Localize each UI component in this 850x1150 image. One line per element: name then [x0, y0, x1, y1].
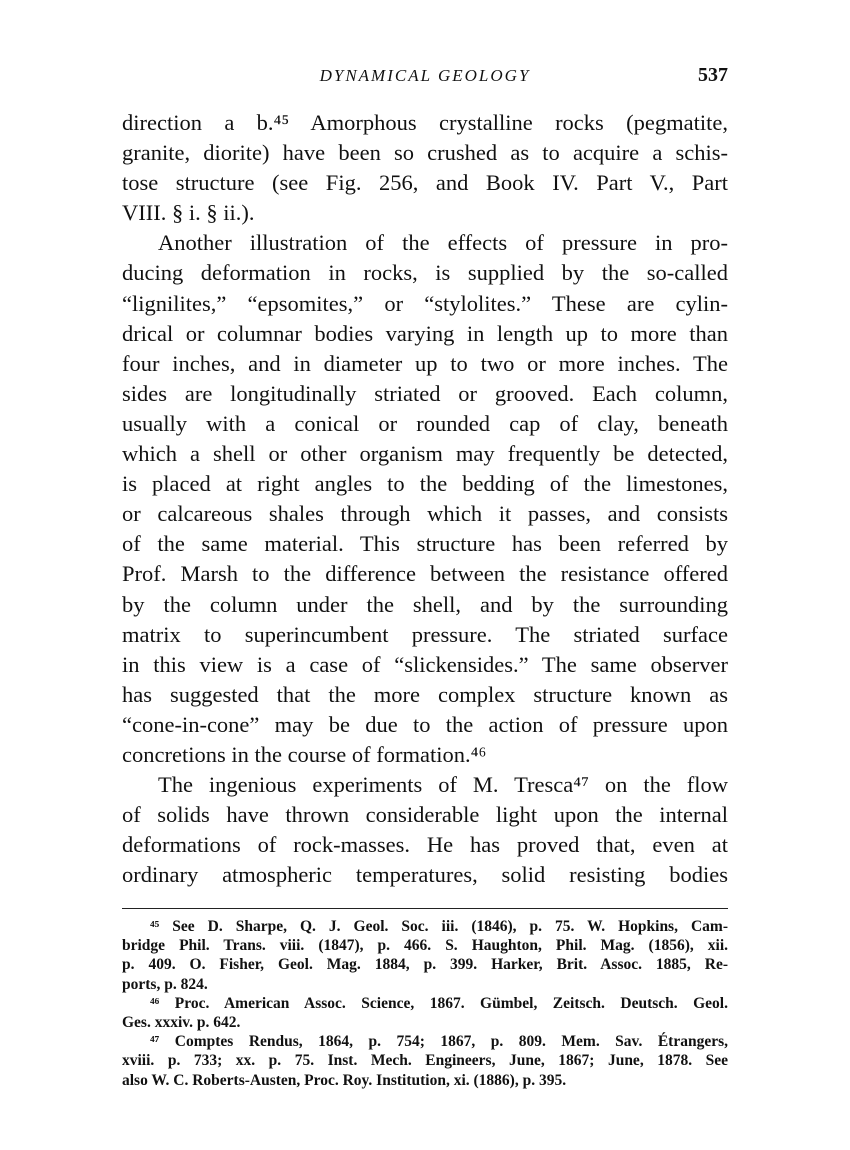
text-line: Another illustration of the effects of pressure in pro- [158, 230, 728, 256]
text-line: or calcareous shales through which it passes, and consists [122, 501, 728, 527]
text-line: of solids have thrown considerable light upon the internal [122, 802, 728, 828]
text-line: sides are longitudinally striated or grooved. Each column, [122, 380, 728, 406]
text-line: “lignilites,” “epsomites,” or “stylolites.” These are cylin- [122, 290, 728, 316]
text-line: tose structure (see Fig. 256, and Book IV. Part V., Part [122, 170, 728, 196]
body-text [122, 108, 728, 890]
text-line: direction a b.⁴⁵ Amorphous crystalline rocks (pegmatite, [122, 110, 728, 135]
text-line: of the same material. This structure has been referred by [122, 531, 728, 557]
text-line: The ingenious experiments of M. Tresca⁴⁷ on the flow [158, 772, 728, 798]
text-line: “cone-in-cone” may be due to the action of pressure upon [122, 711, 728, 737]
text-line: granite, diorite) have been so crushed as to acquire a schis- [122, 140, 728, 166]
footnote-line: ⁴⁵ See D. Sharpe, Q. J. Geol. Soc. iii. (1846), p. 75. W. Hopkins, Cam- [150, 918, 728, 935]
footnote-line: p. 409. O. Fisher, Geol. Mag. 1884, p. 399. Harker, Brit. Assoc. 1885, Re- [122, 956, 728, 974]
text-line: VIII. § i. § ii.). [122, 200, 255, 226]
text-line: has suggested that the more complex structure known as [122, 681, 728, 707]
running-head [122, 62, 728, 92]
text-line: concretions in the course of formation.⁴⁶ [122, 741, 487, 767]
text-line: ordinary atmospheric temperatures, solid resisting bodies [122, 862, 728, 888]
footnote-line: xviii. p. 733; xx. p. 75. Inst. Mech. Engineers, June, 1867; June, 1878. See [122, 1052, 728, 1070]
running-title: DYNAMICAL GEOLOGY [319, 66, 531, 85]
text-line: matrix to superincumbent pressure. The striated surface [122, 621, 728, 647]
page-number: 537 [698, 64, 728, 86]
text-line: Prof. Marsh to the difference between the resistance offered [122, 561, 728, 587]
text-line: in this view is a case of “slickensides.” The same observer [122, 651, 728, 677]
text-line: which a shell or other organism may frequently be detected, [122, 441, 728, 467]
text-line: four inches, and in diameter up to two or more inches. The [122, 350, 728, 376]
text-line: ducing deformation in rocks, is supplied by the so-called [122, 260, 728, 286]
footnote-line: bridge Phil. Trans. viii. (1847), p. 466. S. Haughton, Phil. Mag. (1856), xii. [122, 937, 728, 955]
text-line: usually with a conical or rounded cap of clay, beneath [122, 410, 728, 436]
footnote-line: also W. C. Roberts-Austen, Proc. Roy. Institution, xi. (1886), p. 395. [122, 1071, 567, 1089]
footnote-divider [122, 908, 728, 909]
footnote-line: ⁴⁷ Comptes Rendus, 1864, p. 754; 1867, p. 809. Mem. Sav. Étrangers, [150, 1033, 728, 1051]
footnote-line: ⁴⁶ Proc. American Assoc. Science, 1867. Gümbel, Zeitsch. Deutsch. Geol. [150, 994, 728, 1012]
text-line: by the column under the shell, and by the surrounding [122, 591, 728, 617]
text-line: drical or columnar bodies varying in length up to more than [122, 320, 728, 346]
text-line: deformations of rock-masses. He has proved that, even at [122, 832, 728, 858]
text-line: is placed at right angles to the bedding of the limestones, [122, 471, 728, 497]
footnote-line: Ges. xxxiv. p. 642. [122, 1013, 241, 1031]
footnote-line: ports, p. 824. [122, 975, 208, 993]
footnotes [122, 917, 728, 1090]
